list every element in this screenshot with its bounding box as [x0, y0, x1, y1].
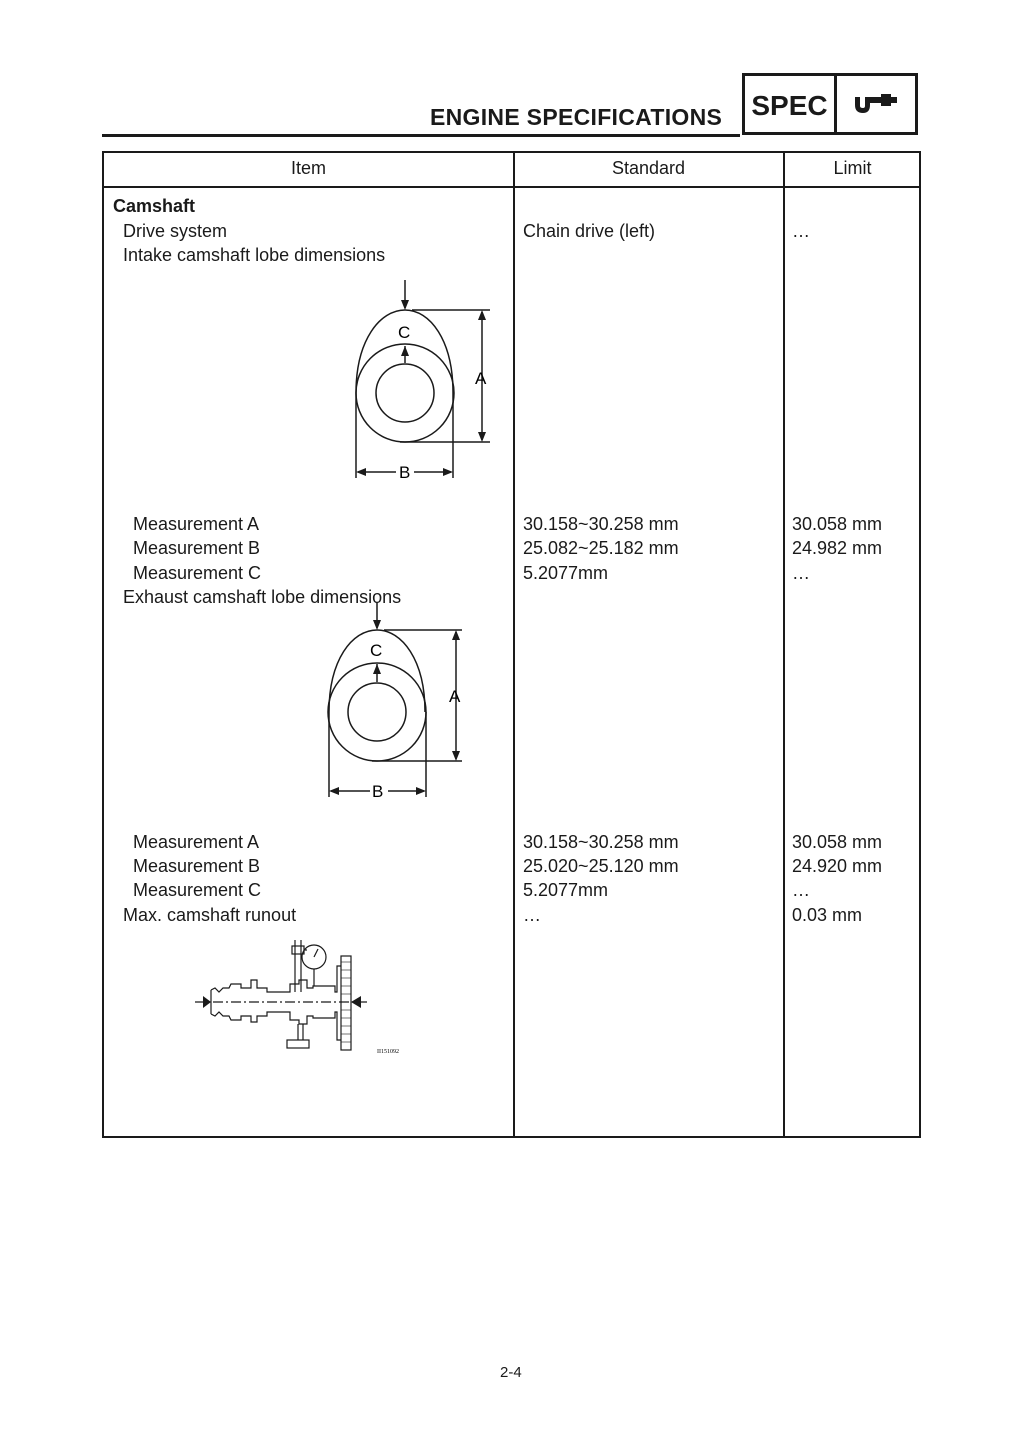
column-divider	[783, 153, 785, 1136]
row-standard: 25.020~25.120 mm	[523, 856, 679, 876]
spec-badge	[742, 73, 918, 135]
label-a: A	[475, 369, 487, 388]
header-rule	[102, 134, 740, 137]
column-header-limit: Limit	[833, 158, 872, 178]
row-standard: 30.158~30.258 mm	[523, 514, 679, 534]
row-standard: 25.082~25.182 mm	[523, 538, 679, 558]
label-c: C	[370, 641, 383, 660]
spec-badge-label: SPEC	[745, 76, 837, 132]
micrometer-icon	[837, 76, 915, 132]
section-title: Camshaft	[113, 196, 196, 216]
row-limit: …	[792, 880, 810, 900]
row-item: Measurement C	[133, 563, 262, 583]
row-item: Max. camshaft runout	[123, 905, 297, 925]
row-standard: 30.158~30.258 mm	[523, 832, 679, 852]
label-b: B	[399, 463, 411, 482]
row-limit: 30.058 mm	[792, 514, 883, 534]
row-limit: 24.982 mm	[792, 538, 883, 558]
row-limit: …	[792, 221, 810, 241]
row-item: Measurement C	[133, 880, 262, 900]
intake-lobe-diagram	[340, 270, 510, 490]
row-item: Measurement A	[133, 832, 260, 852]
row-item: Measurement B	[133, 856, 261, 876]
exhaust-lobe-diagram	[312, 600, 482, 810]
row-item: Drive system	[123, 221, 228, 241]
page-title: ENGINE SPECIFICATIONS	[430, 104, 723, 130]
row-standard: Chain drive (left)	[523, 221, 656, 241]
row-limit: 24.920 mm	[792, 856, 883, 876]
row-standard: 5.2077mm	[523, 563, 609, 583]
column-header-standard: Standard	[611, 158, 686, 178]
row-limit: 0.03 mm	[792, 905, 863, 925]
figure-code: II151092	[377, 1049, 399, 1055]
column-header-item: Item	[290, 158, 326, 178]
row-standard: 5.2077mm	[523, 880, 609, 900]
header-divider	[104, 186, 919, 188]
label-b: B	[372, 782, 384, 801]
row-item: Measurement A	[133, 514, 260, 534]
label-a: A	[449, 687, 461, 706]
row-item: Intake camshaft lobe dimensions	[123, 245, 386, 265]
page-number: 2-4	[500, 1364, 522, 1381]
column-divider	[513, 153, 515, 1136]
row-limit: 30.058 mm	[792, 832, 883, 852]
row-item: Exhaust camshaft lobe dimensions	[123, 587, 402, 607]
label-c: C	[398, 323, 411, 342]
row-standard: …	[523, 905, 541, 925]
row-item: Measurement B	[133, 538, 261, 558]
row-limit: …	[792, 563, 810, 583]
camshaft-runout-diagram	[195, 930, 420, 1060]
